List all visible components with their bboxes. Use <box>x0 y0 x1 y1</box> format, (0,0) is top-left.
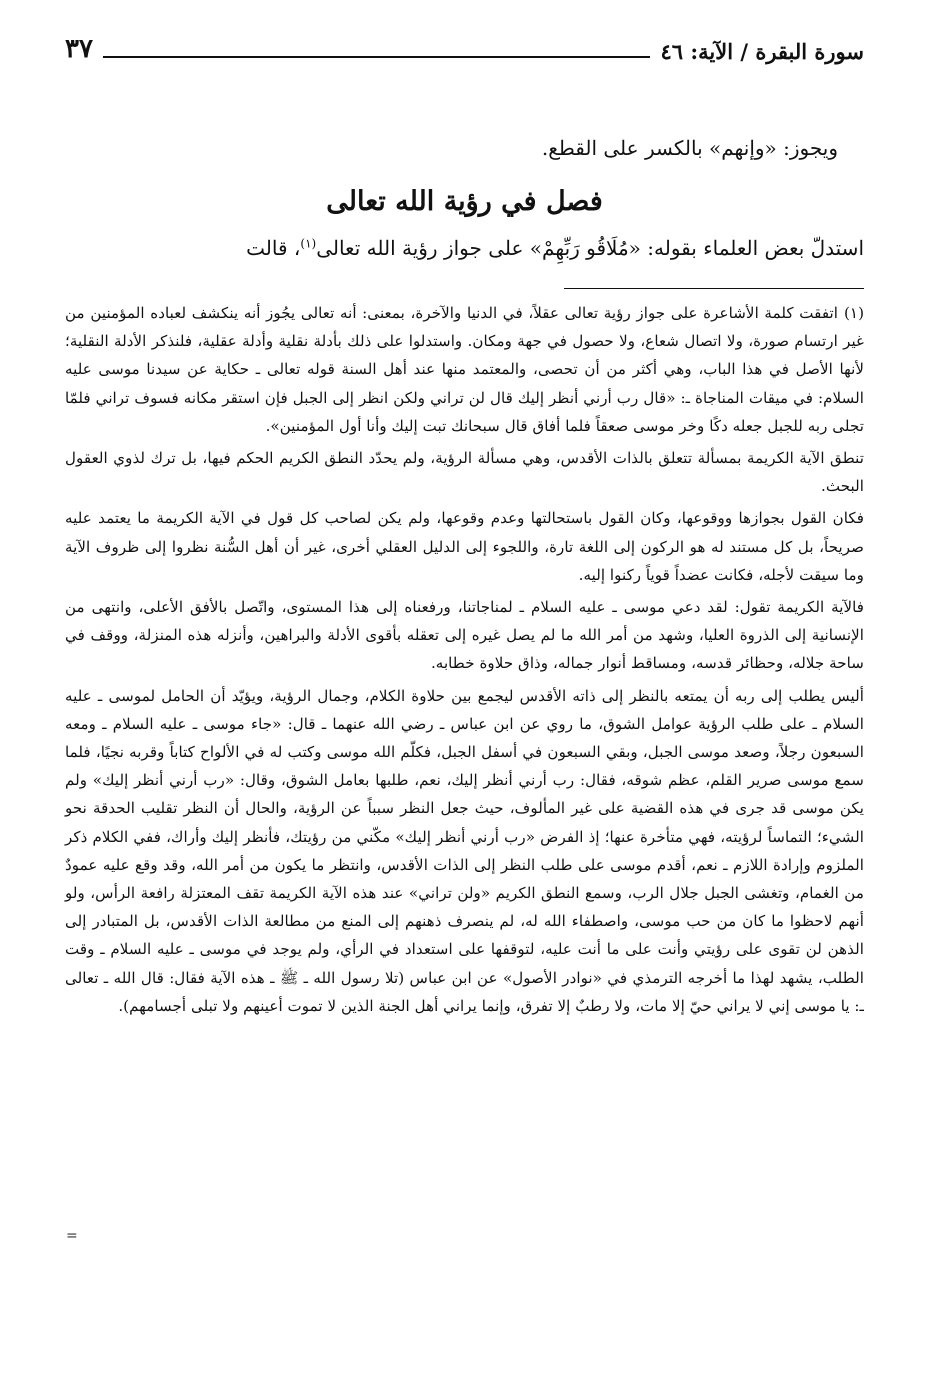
page-number: ٣٧ <box>65 34 93 64</box>
footnote-paragraph: تنطق الآية الكريمة بمسألة تتعلق بالذات الأقدس، وهي مسألة الرؤية، ولم يحدّد النطق الكريم الحكم فيها، بل ترك لذوي العقول البحث. <box>65 449 864 496</box>
intro-line: ويجوز: «وإنهم» بالكسر على القطع. <box>541 136 838 160</box>
running-head-rule <box>103 56 651 58</box>
main-paragraph <box>65 228 864 268</box>
section-heading: فصل في رؤية الله تعالى <box>326 186 603 217</box>
footnote-paragraph: فكان القول بجوازها ووقوعها، وكان القول باستحالتها وعدم وقوعها، ولم يكن لصاحب كل قول في الآية الكريمة ما يعتمد عليه صريحاً، بل كل مستند له هو الركون إلى اللغة تارة، واللجوء إلى الدليل العقلي أخرى، غير أن أهل السُّنة نظروا إلى ظروف الآية وما سيقت لأجله، فكانت عضداً قوياً ركنوا إليه. <box>65 509 864 584</box>
footnote-separator <box>564 288 864 289</box>
footnote-reference: (١) <box>300 236 317 251</box>
footnote-number: (١) <box>843 304 864 322</box>
footnote-paragraph: فالآية الكريمة تقول: لقد دعي موسى ـ عليه السلام ـ لمناجاتنا، ورفعناه إلى هذا المستوى، واتّصل بالأفق الأعلى، وانتهى من الإنسانية إلى الذروة العليا، وشهد من أمر الله ما لم يصل غيره إلى تعقله بأقوى الأدلة والبراهين، وأنزله هذه المنزلة، ووقف في ساحة جلاله، وحظائر قدسه، ومساقط أنوار جماله، وذاق حلاوة خطابه. <box>65 598 864 673</box>
footnote-paragraph <box>65 299 864 440</box>
footnote-paragraph-text: اتفقت كلمة الأشاعرة على جواز رؤية تعالى عقلاً، في الدنيا والآخرة، بمعنى: أنه تعالى يجُوز أنه ينكشف لعباده المؤمنين من غير ارتسام صورة، ولا اتصال شعاع، ولا حصول في جهة ومكان. واستدلوا على ذلك بأدلة نقلية وأدلة عقلية، فلنذكر الأدلة النقلية؛ لأنها الأصل في هذا الباب، وهي أكثر من أن تحصى، والمعتمد منها عند أهل السنة قوله تعالى ـ حكاية عن سيدنا موسى عليه السلام: في ميقات المناجاة ـ: «قال رب أرني أنظر إليك قال لن تراني ولكن انظر إلى الجبل فإن استقر مكانه فسوف تراني فلمّا تجلى ربه للجبل جعله دكًا وخر موسى صعقاً فلما أفاق قال سبحانك تبت إليك وأنا أول المؤمنين». <box>65 304 864 435</box>
main-text-after-ref: ، قالت <box>246 236 301 260</box>
running-head <box>65 30 864 64</box>
running-head-title: سورة البقرة / الآية: ٤٦ <box>660 39 864 64</box>
margin-mark: = <box>66 1228 78 1244</box>
footnote <box>65 299 864 1020</box>
main-text-before-ref: استدلّ بعض العلماء بقوله: «مُلَاقُو رَبِّهِمْ» على جواز رؤية الله تعالى <box>316 236 864 260</box>
footnote-paragraph: أليس يطلب إلى ربه أن يمتعه بالنظر إلى ذاته الأقدس ليجمع بين حلاوة الكلام، وجمال الرؤية، ويؤيّد أن الحامل لموسى ـ عليه السلام ـ على طلب الرؤية عوامل الشوق، ما روي عن ابن عباس ـ رضي الله عنهما ـ قال: «جاء موسى ـ عليه السلام ـ ومعه السبعون رجلاً، وصعد موسى الجبل، وبقي السبعون في أسفل الجبل، فكلّم الله موسى وكتب له في الألواح كتاباً وقربه نجيًا، فلما سمع موسى صرير القلم، عظم شوقه، فقال: رب أرني أنظر إليك، نعم، طلبها بعامل الشوق، وقال: «رب أرني أنظر إليك» ولم يكن موسى قد جرى في هذه القضية على غير المألوف، حيث جعل النظر سبباً عن الرؤية، والحال أن النظر تقليب الحدقة نحو الشيء؛ التماساً لرؤيته، فهي متأخرة عنها؛ إذ الفرض «رب أرني أنظر إليك» مكّني من رؤيتك، فأنظر إليك وأراك، ففي الكلام ذكر الملزوم وإرادة اللازم ـ نعم، أقدم موسى على طلب النظر إلى الذات الأقدس، وانتظر ما يكون من أمر الله، وقد وقع عليه عمودٌ من الغمام، وتغشى الجبل جلال الرب، وسمع النطق الكريم «ولن تراني» عند هذه الآية الكريمة تقف المعتزلة رافعة الرأس، ولو أنهم لاحظوا ما كان من حب موسى، واصطفاء الله له، لم ينصرف ذهنهم إلى المنع من مطالعة الذات الأقدس، بل المتبادر إلى الذهن لن تقوى على رؤيتي وأنت على ما أنت عليه، لتوقفها على استعداد في الرأي، ولم يوجد في موسى ـ عليه السلام ـ وقت الطلب، يشهد لهذا ما أخرجه الترمذي في «نوادر الأصول» عن ابن عباس (تلا رسول الله ـ ﷺ ـ هذه الآية فقال: قال الله ـ تعالى ـ: يا موسى إني لا يراني حيّ إلا مات، ولا رطبٌ إلا تفرق، وإنما يراني أهل الجنة الذين لا تموت أعينهم ولا تبلى أجسامهم). <box>65 686 864 1015</box>
